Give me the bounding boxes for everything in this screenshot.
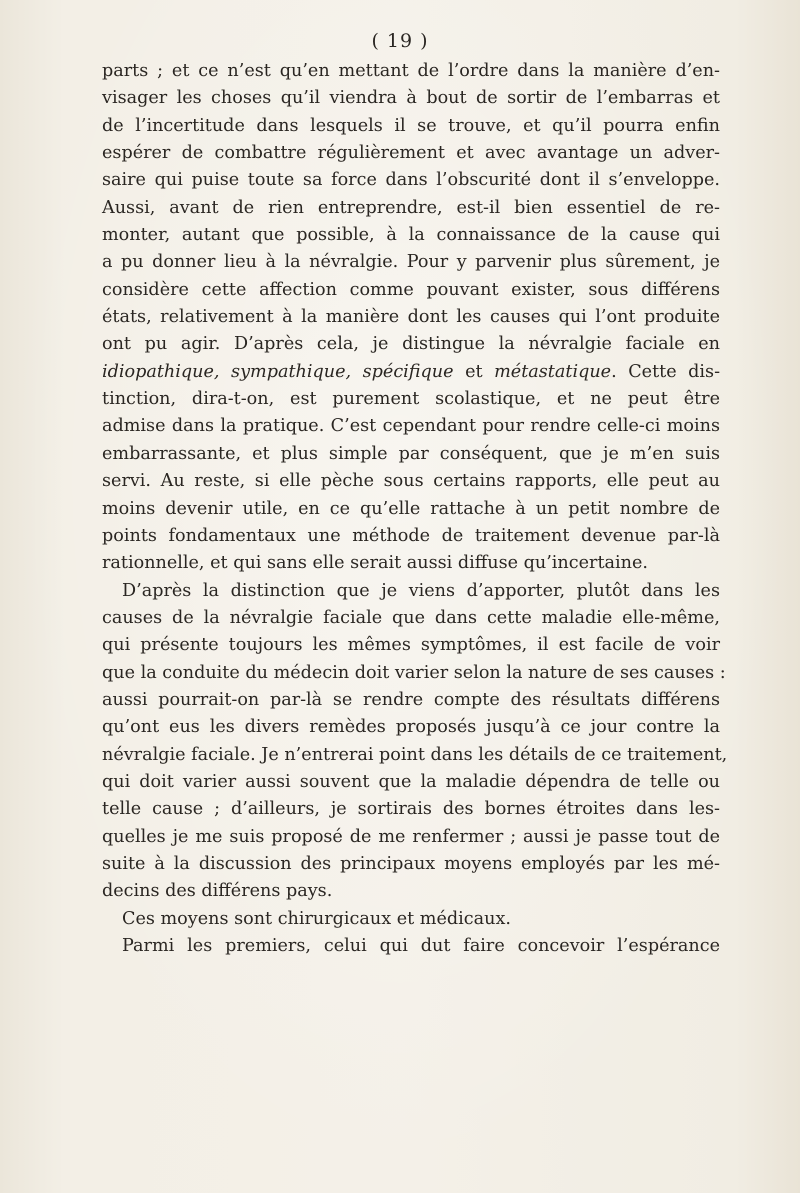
term-connector: , [345,361,363,382]
text-line: a pu donner lieu à la névralgie. Pour y parvenir plus sûrement, je [102,252,720,273]
text-line: monter, autant que possible, à la connaissance de la cause qui [102,225,720,246]
text-line: tinction, dira-t-on, est purement scolastique, et ne peut être [102,389,720,410]
text-line: points fondamentaux une méthode de traitement devenue par-là [102,525,720,546]
text-line: Parmi les premiers, celui qui dut faire concevoir l’espérance [122,936,720,956]
text-line: de l’incertitude dans lesquels il se trouve, et qu’il pourra enfin [102,115,720,136]
term-idiopathique: idiopathique [102,361,214,382]
text-line: névralgie faciale. Je n’entrerai point dans les détails de ce traitement, [102,744,728,765]
text-line: saire qui puise toute sa force dans l’obscurité dont il s’enveloppe. [102,170,720,191]
text-line: que la conduite du médecin doit varier selon la nature de ses causes : [102,662,726,683]
body-text [102,58,728,960]
page-number: ( 19 ) [371,30,429,52]
text-line: Aussi, avant de rien entreprendre, est-il bien essentiel de re- [102,197,720,218]
text-line: decins des différens pays. [102,881,333,902]
text-line: rationnelle, et qui sans elle serait aussi diffuse qu’incertaine. [102,553,648,574]
text-line: parts ; et ce n’est qu’en mettant de l’ordre dans la manière d’en- [102,61,720,81]
text-line: considère cette affection comme pouvant exister, sous différens [102,279,720,300]
term-sympathique: sympathique [231,361,346,382]
text-line: Ces moyens sont chirurgicaux et médicaux. [122,908,511,929]
text-line: embarrassante, et plus simple par conséquent, que je m’en suis [102,443,720,464]
text-line: visager les choses qu’il viendra à bout de sortir de l’embarras et [102,88,720,109]
text-line: espérer de combattre régulièrement et avec avantage un adver- [102,143,720,164]
text-line: qui doit varier aussi souvent que la maladie dépendra de telle ou [102,771,720,792]
text-line: états, relativement à la manière dont les causes qui l’ont produite [102,307,720,328]
text-line: suite à la discussion des principaux moyens employés par les mé- [102,853,720,874]
term-connector: et [453,361,495,382]
text-line: moins devenir utile, en ce qu’elle rattache à un petit nombre de [102,498,720,519]
text-line-italic-terms [102,359,720,386]
text-line: causes de la névralgie faciale que dans cette maladie elle-même, [102,607,720,628]
text-line: qu’ont eus les divers remèdes proposés jusqu’à ce jour contre la [102,717,720,738]
text-line: telle cause ; d’ailleurs, je sortirais des bornes étroites dans les- [102,799,720,820]
text-line: ont pu agir. D’après cela, je distingue la névralgie faciale en [102,334,720,355]
text-line: qui présente toujours les mêmes symptômes, il est facile de voir [102,635,720,656]
text-line: D’après la distinction que je viens d’apporter, plutôt dans les [122,580,720,601]
term-specifique: spécifique [362,361,454,382]
term-metastatique: métastatique [494,361,612,382]
text-line: aussi pourrait-on par-là se rendre compte des résultats différens [102,689,720,710]
term-connector: , [213,361,232,382]
line-tail: . Cette dis- [611,361,721,382]
text-line: admise dans la pratique. C’est cependant pour rendre celle-ci moins [102,416,720,437]
text-line: quelles je me suis proposé de me renfermer ; aussi je passe tout de [102,826,720,847]
text-line: servi. Au reste, si elle pèche sous certains rapports, elle peut au [102,471,720,492]
